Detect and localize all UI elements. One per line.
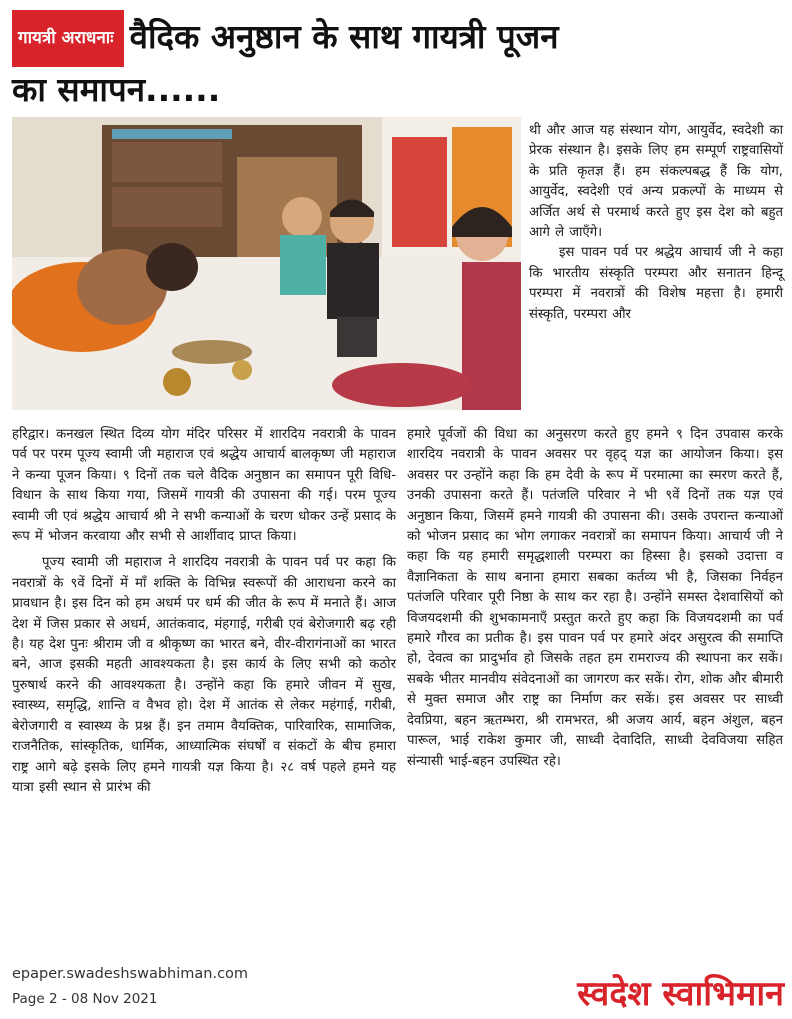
- kicker-label: गायत्री अराधनाः: [12, 10, 124, 67]
- masthead-logo: स्वदेश स्वाभिमान: [577, 974, 784, 1014]
- paragraph: हरिद्वार। कनखल स्थित दिव्य योग मंदिर परिसर में शारदिय नवरात्री के पावन पर्व पर परम पूज्य स्वामी जी महाराज एवं श्रद्धेय आचार्य बालकृष्ण जी महाराज ने कन्या पूजन किया। ९ दिनों तक चले वैदिक अनुष्ठान का समापन पूरी विधि-विधान के साथ किया गया, जिसमें गायत्री की उपासना की गई। परम पूज्य स्वामी जी एवं श्रद्धेय आचार्य श्री ने सभी कन्याओं के चरण धोकर उन्हें प्रसाद के रूप में भोजन करवाया और सभी से आर्शीवाद प्राप्त किया।: [12, 427, 396, 545]
- headline-line-1: वैदिक अनुष्ठान के साथ गायत्री पूजन: [129, 17, 559, 56]
- headline-line-2: का समापन......: [12, 70, 221, 109]
- article-column-right: [407, 425, 783, 772]
- paragraph: पूज्य स्वामी जी महाराज ने शारदिय नवरात्री के पावन पर्व पर कहा कि नवरात्रों के ९वें दिनों में माँ शक्ति के विभिन्न स्वरूपों की आराधना करने का प्रावधान है। इस दिन को हम अधर्म पर धर्म की जीत के रूप में मनाते हैं। आज देश में जिस प्रकार से अधर्म, आतंकवाद, मंहगाई, गरीबी एवं बेरोजगारी बढ़ रही है। यह देश पुनः श्रीराम जी व श्रीकृष्ण का भारत बने, वीर-वीरागंनाओं का भारत बने, आज इसकी महती आवश्यकता है। इस कार्य के लिए सभी को कठोर पुरुषार्थ करने की आवश्यकता है। उन्होंने कहा कि हमारे जीवन में सुख, स्वास्थ्य, समृद्धि, शान्ति व वैभव हो। देश में आतंक से लेकर महंगाई, गरीबी, बेरोजगारी व स्वास्थ्य के प्रश्न हैं। इन तमाम वैयक्तिक, पारिवारिक, सामाजिक, राजनैतिक, सांस्कृतिक, धार्मिक, आध्यात्मिक संघर्षों व संकटों के बीच हमारा राष्ट्र आगे बढ़े इसके लिए हमने गायत्री यज्ञ किया है। २८ वर्ष पहले हमने यह यात्रा इसी स्थान से प्रारंभ की: [12, 555, 396, 795]
- article-column-top-right: [529, 121, 783, 325]
- paragraph: थी और आज यह संस्थान योग, आयुर्वेद, स्वदेशी का प्रेरक संस्थान है। इसके लिए हम सम्पूर्ण राष्ट्रवासियों के प्रति कृतज्ञ हैं। हम संकल्पबद्ध हैं कि योग, आयुर्वेद, स्वदेशी एवं अन्य प्रकल्पों के माध्यम से अर्जित अर्थ से परमार्थ करते हुए इस देश को बहुत आगे ले जाएँगे।: [529, 123, 783, 241]
- article-photo: [12, 117, 521, 410]
- kanya-pujan-photo: [12, 117, 521, 410]
- article-column-left: [12, 425, 396, 798]
- headline-block: [12, 10, 782, 115]
- paragraph: इस पावन पर्व पर श्रद्धेय आचार्य जी ने कहा कि भारतीय संस्कृति परम्परा और सनातन हिन्दू परम्परा में नवरात्रों की विशेष महत्ता है। हमारी संस्कृति, परम्परा और: [529, 245, 783, 322]
- paragraph: हमारे पूर्वजों की विधा का अनुसरण करते हुए हमने ९ दिन उपवास करके शारदिय नवरात्री के पावन अवसर पर वृहद् यज्ञ का आयोजन किया। इस अवसर पर उन्होंने कहा कि हम देवी के रूप में परमात्मा का स्मरण करते हैं, उनकी उपासना करते हैं। पतंजलि परिवार ने भी ९वें दिनों तक यज्ञ एवं अनुष्ठान किया, जिसमें हमने गायत्री की उपासना की। उसके उपरान्त कन्याओं को भोजन प्रसाद का भोग लगाकर नवरात्रों का समापन किया। आचार्य जी ने कहा कि यह हमारी समृद्धशाली परम्परा का हिस्सा है। इसको उदात्ता व वैज्ञानिकता के साथ बनाना हमारा सबका कर्तव्य भी है, जिसका निर्वहन पतंजलि परिवार पूरी निष्ठा के साथ कर रहा है। उन्होंने समस्त देशवासियों को विजयदशमी की शुभकामनाएँ प्रस्तुत करते हुए कहा कि विजयदशमी का पर्व हमारे गौरव का प्रतीक है। इस पावन पर्व पर हमारे अंदर असुरत्व की समाप्ति हो, देवत्व का प्रादुर्भाव हो जिसके तहत हम रामराज्य की स्थापना कर सकें। सबके भीतर मानवीय संवेदनाओं का जागरण कर सकें। रोग, शोक और बीमारी से मुक्त समाज और राष्ट्र का निर्माण कर सकें। इस अवसर पर साध्वी देवप्रिया, बहन ऋतम्भरा, श्री रामभरत, श्री अजय आर्य, बहन अंशुल, बहन पारूल, भाई राकेश कुमार जी, साध्वी देवादिति, साध्वी देवविजया सहित संन्यासी भाई-बहन उपस्थित रहे।: [407, 427, 783, 769]
- page-info: Page 2 - 08 Nov 2021: [12, 991, 158, 1007]
- epaper-url: epaper.swadeshswabhiman.com: [12, 966, 249, 982]
